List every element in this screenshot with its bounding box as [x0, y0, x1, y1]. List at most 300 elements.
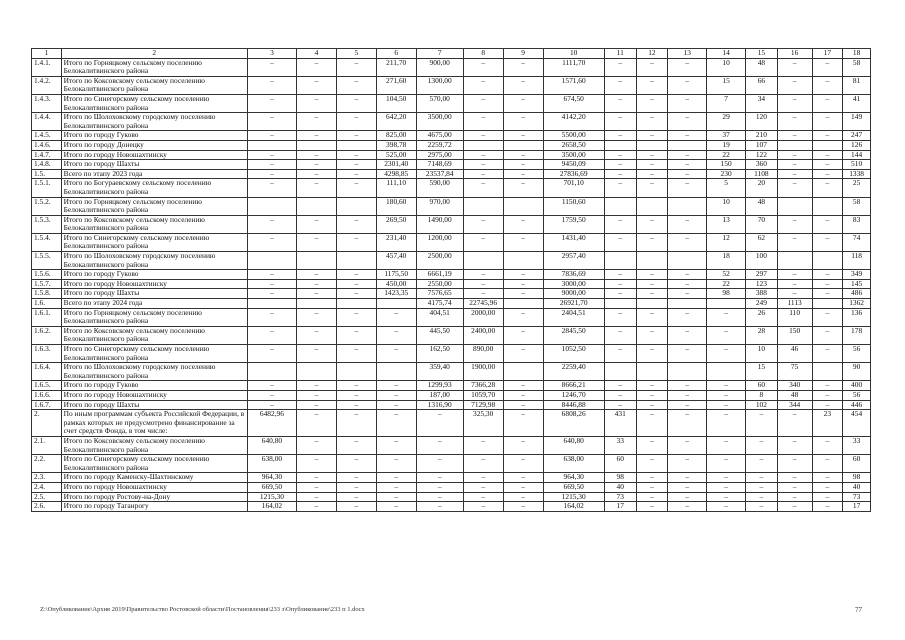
- value-cell: –: [668, 179, 707, 197]
- value-cell: 457,40: [376, 252, 416, 270]
- value-cell: –: [296, 113, 336, 131]
- value-cell: 1362: [843, 299, 871, 309]
- value-cell: 5500,00: [543, 131, 604, 141]
- value-cell: –: [336, 326, 376, 344]
- value-cell: 4675,00: [416, 131, 463, 141]
- value-cell: –: [812, 436, 843, 454]
- value-cell: –: [463, 279, 503, 289]
- row-name-cell: По иным программам субъекта Российской Федерации, в рамках которых не предусмотрено финансирование за счет средств Фонда, в том числе:: [61, 410, 247, 437]
- column-number-cell: 2: [61, 49, 247, 59]
- value-cell: [604, 140, 636, 150]
- table-row: [32, 94, 871, 112]
- value-cell: –: [604, 270, 636, 280]
- table-row: [32, 326, 871, 344]
- value-cell: –: [296, 169, 336, 179]
- value-cell: –: [636, 436, 668, 454]
- value-cell: 640,80: [543, 436, 604, 454]
- value-cell: [376, 299, 416, 309]
- value-cell: [463, 140, 503, 150]
- value-cell: –: [416, 482, 463, 492]
- value-cell: –: [636, 502, 668, 512]
- value-cell: 1113: [777, 299, 812, 309]
- row-number-cell: 1.4.1.: [32, 58, 62, 76]
- value-cell: –: [247, 279, 296, 289]
- value-cell: –: [503, 169, 543, 179]
- value-cell: 110: [777, 308, 812, 326]
- value-cell: –: [296, 76, 336, 94]
- value-cell: 40: [843, 482, 871, 492]
- value-cell: –: [416, 502, 463, 512]
- value-cell: –: [296, 390, 336, 400]
- value-cell: –: [812, 113, 843, 131]
- value-cell: [777, 252, 812, 270]
- value-cell: 22745,96: [463, 299, 503, 309]
- value-cell: –: [296, 215, 336, 233]
- value-cell: –: [812, 233, 843, 251]
- value-cell: [668, 140, 707, 150]
- value-cell: 890,00: [463, 345, 503, 363]
- value-cell: [336, 197, 376, 215]
- value-cell: 23537,84: [416, 169, 463, 179]
- value-cell: –: [247, 94, 296, 112]
- value-cell: –: [336, 345, 376, 363]
- value-cell: –: [503, 410, 543, 437]
- row-name-cell: Итого по городу Новошахтинску: [61, 150, 247, 160]
- value-cell: –: [668, 279, 707, 289]
- value-cell: –: [503, 381, 543, 391]
- value-cell: –: [416, 473, 463, 483]
- value-cell: –: [463, 131, 503, 141]
- value-cell: –: [668, 473, 707, 483]
- row-number-cell: 2.2.: [32, 455, 62, 473]
- column-number-cell: 18: [843, 49, 871, 59]
- value-cell: [503, 197, 543, 215]
- value-cell: –: [376, 400, 416, 410]
- value-cell: –: [336, 94, 376, 112]
- value-cell: 1108: [746, 169, 778, 179]
- value-cell: –: [636, 215, 668, 233]
- value-cell: 150: [777, 326, 812, 344]
- value-cell: –: [636, 58, 668, 76]
- value-cell: 359,40: [416, 363, 463, 381]
- value-cell: –: [812, 131, 843, 141]
- value-cell: –: [746, 455, 778, 473]
- value-cell: –: [636, 150, 668, 160]
- value-cell: 340: [777, 381, 812, 391]
- value-cell: [336, 299, 376, 309]
- value-cell: 25: [843, 179, 871, 197]
- value-cell: –: [503, 233, 543, 251]
- value-cell: –: [296, 326, 336, 344]
- row-number-cell: 2.: [32, 410, 62, 437]
- value-cell: [604, 299, 636, 309]
- column-number-cell: 15: [746, 49, 778, 59]
- value-cell: –: [336, 473, 376, 483]
- value-cell: –: [463, 455, 503, 473]
- value-cell: 22: [707, 279, 746, 289]
- value-cell: 2259,72: [416, 140, 463, 150]
- table-row: [32, 289, 871, 299]
- value-cell: 10: [707, 58, 746, 76]
- value-cell: –: [296, 381, 336, 391]
- value-cell: –: [668, 482, 707, 492]
- value-cell: –: [247, 76, 296, 94]
- value-cell: 230: [707, 169, 746, 179]
- value-cell: –: [376, 502, 416, 512]
- table-row: [32, 113, 871, 131]
- value-cell: 4175,74: [416, 299, 463, 309]
- value-cell: 2975,00: [416, 150, 463, 160]
- value-cell: 75: [777, 363, 812, 381]
- table-row: [32, 279, 871, 289]
- value-cell: –: [416, 492, 463, 502]
- value-cell: 2400,00: [463, 326, 503, 344]
- value-cell: –: [604, 131, 636, 141]
- value-cell: 6661,19: [416, 270, 463, 280]
- value-cell: 136: [843, 308, 871, 326]
- value-cell: –: [463, 215, 503, 233]
- value-cell: 60: [843, 455, 871, 473]
- value-cell: –: [812, 482, 843, 492]
- value-cell: –: [336, 270, 376, 280]
- row-number-cell: 1.6.: [32, 299, 62, 309]
- page-number: 77: [855, 606, 862, 614]
- value-cell: –: [636, 169, 668, 179]
- table-row: [32, 150, 871, 160]
- value-cell: –: [604, 381, 636, 391]
- value-cell: 4142,20: [543, 113, 604, 131]
- value-cell: –: [503, 215, 543, 233]
- row-number-cell: 1.6.7.: [32, 400, 62, 410]
- value-cell: –: [247, 326, 296, 344]
- column-number-cell: 14: [707, 49, 746, 59]
- table-row: [32, 502, 871, 512]
- value-cell: 1900,00: [463, 363, 503, 381]
- value-cell: 1571,60: [543, 76, 604, 94]
- value-cell: –: [812, 270, 843, 280]
- row-number-cell: 1.5.8.: [32, 289, 62, 299]
- value-cell: 13: [707, 215, 746, 233]
- value-cell: 640,80: [247, 436, 296, 454]
- value-cell: 825,00: [376, 131, 416, 141]
- value-cell: 7148,69: [416, 160, 463, 170]
- row-name-cell: Итого по городу Новошахтинску: [61, 482, 247, 492]
- value-cell: –: [812, 215, 843, 233]
- value-cell: [668, 363, 707, 381]
- value-cell: 187,00: [416, 390, 463, 400]
- value-cell: 58: [843, 58, 871, 76]
- value-cell: –: [376, 390, 416, 400]
- value-cell: –: [463, 233, 503, 251]
- row-number-cell: 1.5.3.: [32, 215, 62, 233]
- value-cell: 1759,50: [543, 215, 604, 233]
- table-row: [32, 197, 871, 215]
- value-cell: –: [636, 492, 668, 502]
- value-cell: –: [336, 113, 376, 131]
- value-cell: 450,00: [376, 279, 416, 289]
- value-cell: –: [247, 400, 296, 410]
- value-cell: –: [376, 455, 416, 473]
- value-cell: 62: [746, 233, 778, 251]
- value-cell: –: [376, 482, 416, 492]
- value-cell: –: [296, 492, 336, 502]
- table-row: [32, 252, 871, 270]
- value-cell: –: [604, 169, 636, 179]
- value-cell: –: [668, 215, 707, 233]
- value-cell: 211,70: [376, 58, 416, 76]
- value-cell: 349: [843, 270, 871, 280]
- value-cell: –: [777, 473, 812, 483]
- value-cell: 33: [843, 436, 871, 454]
- value-cell: –: [812, 289, 843, 299]
- value-cell: –: [463, 492, 503, 502]
- value-cell: [604, 197, 636, 215]
- value-cell: –: [247, 308, 296, 326]
- value-cell: 122: [746, 150, 778, 160]
- value-cell: 388: [746, 289, 778, 299]
- value-cell: –: [416, 455, 463, 473]
- row-name-cell: Итого по Синегорскому сельскому поселению Белокалитвинского района: [61, 94, 247, 112]
- row-number-cell: 2.3.: [32, 473, 62, 483]
- value-cell: –: [247, 58, 296, 76]
- table-row: [32, 345, 871, 363]
- column-number-cell: 10: [543, 49, 604, 59]
- value-cell: –: [247, 289, 296, 299]
- value-cell: –: [668, 233, 707, 251]
- value-cell: –: [707, 381, 746, 391]
- value-cell: –: [336, 492, 376, 502]
- value-cell: 1338: [843, 169, 871, 179]
- value-cell: 3500,00: [543, 150, 604, 160]
- value-cell: –: [777, 131, 812, 141]
- value-cell: –: [463, 113, 503, 131]
- value-cell: –: [336, 308, 376, 326]
- row-number-cell: 1.4.8.: [32, 160, 62, 170]
- value-cell: –: [604, 233, 636, 251]
- value-cell: –: [668, 381, 707, 391]
- value-cell: –: [416, 410, 463, 437]
- row-number-cell: 1.6.2.: [32, 326, 62, 344]
- value-cell: –: [336, 410, 376, 437]
- value-cell: –: [503, 289, 543, 299]
- row-name-cell: Итого по городу Гуково: [61, 270, 247, 280]
- value-cell: 2404,51: [543, 308, 604, 326]
- column-number-cell: 8: [463, 49, 503, 59]
- row-name-cell: Итого по городу Шахты: [61, 289, 247, 299]
- value-cell: –: [247, 150, 296, 160]
- value-cell: 8666,21: [543, 381, 604, 391]
- row-number-cell: 2.5.: [32, 492, 62, 502]
- value-cell: –: [503, 279, 543, 289]
- column-number-cell: 5: [336, 49, 376, 59]
- column-number-cell: 7: [416, 49, 463, 59]
- value-cell: –: [503, 400, 543, 410]
- value-cell: –: [812, 455, 843, 473]
- value-cell: –: [668, 289, 707, 299]
- value-cell: [296, 363, 336, 381]
- value-cell: 360: [746, 160, 778, 170]
- value-cell: –: [296, 482, 336, 492]
- value-cell: 8: [746, 390, 778, 400]
- value-cell: [503, 140, 543, 150]
- row-number-cell: 1.5.6.: [32, 270, 62, 280]
- footer-file-path: Z:\Опубликование\Архив 2019\Правительство Ростовской области\Постановления\233 з\Опубликование\233 п 1.docx: [40, 606, 365, 613]
- value-cell: –: [668, 410, 707, 437]
- value-cell: –: [463, 58, 503, 76]
- value-cell: [336, 140, 376, 150]
- value-cell: –: [463, 160, 503, 170]
- value-cell: 144: [843, 150, 871, 160]
- value-cell: 344: [777, 400, 812, 410]
- value-cell: 29: [707, 113, 746, 131]
- value-cell: 1423,35: [376, 289, 416, 299]
- table-row: [32, 436, 871, 454]
- value-cell: [707, 299, 746, 309]
- value-cell: 17: [843, 502, 871, 512]
- value-cell: [777, 140, 812, 150]
- value-cell: 98: [843, 473, 871, 483]
- value-cell: 1299,93: [416, 381, 463, 391]
- value-cell: 37: [707, 131, 746, 141]
- value-cell: 7366,28: [463, 381, 503, 391]
- row-number-cell: 1.6.1.: [32, 308, 62, 326]
- row-number-cell: 2.1.: [32, 436, 62, 454]
- value-cell: –: [463, 473, 503, 483]
- value-cell: 9000,00: [543, 289, 604, 299]
- value-cell: –: [604, 289, 636, 299]
- table-row: [32, 390, 871, 400]
- value-cell: –: [247, 345, 296, 363]
- value-cell: 145: [843, 279, 871, 289]
- value-cell: –: [296, 160, 336, 170]
- value-cell: –: [636, 473, 668, 483]
- value-cell: –: [604, 76, 636, 94]
- value-cell: –: [707, 502, 746, 512]
- value-cell: –: [336, 179, 376, 197]
- table-row: [32, 131, 871, 141]
- value-cell: –: [812, 160, 843, 170]
- value-cell: 2500,00: [416, 252, 463, 270]
- value-cell: –: [247, 160, 296, 170]
- value-cell: –: [463, 502, 503, 512]
- value-cell: 164,02: [543, 502, 604, 512]
- table-row: [32, 233, 871, 251]
- value-cell: –: [777, 94, 812, 112]
- value-cell: 98: [707, 289, 746, 299]
- value-cell: 60: [746, 381, 778, 391]
- value-cell: –: [416, 436, 463, 454]
- value-cell: –: [707, 345, 746, 363]
- column-number-cell: 3: [247, 49, 296, 59]
- value-cell: –: [604, 160, 636, 170]
- row-number-cell: 1.5.: [32, 169, 62, 179]
- column-number-cell: 9: [503, 49, 543, 59]
- value-cell: –: [636, 308, 668, 326]
- value-cell: 46: [777, 345, 812, 363]
- value-cell: –: [503, 113, 543, 131]
- value-cell: –: [247, 169, 296, 179]
- value-cell: –: [707, 473, 746, 483]
- value-cell: [777, 197, 812, 215]
- value-cell: –: [296, 400, 336, 410]
- value-cell: –: [668, 76, 707, 94]
- value-cell: 33: [604, 436, 636, 454]
- value-cell: 1431,40: [543, 233, 604, 251]
- value-cell: –: [463, 76, 503, 94]
- value-cell: 10: [707, 197, 746, 215]
- table-row: [32, 482, 871, 492]
- value-cell: –: [812, 390, 843, 400]
- value-cell: –: [336, 169, 376, 179]
- value-cell: 1150,60: [543, 197, 604, 215]
- value-cell: –: [503, 270, 543, 280]
- value-cell: –: [812, 279, 843, 289]
- row-number-cell: 1.4.2.: [32, 76, 62, 94]
- value-cell: –: [636, 94, 668, 112]
- value-cell: 2259,40: [543, 363, 604, 381]
- value-cell: 7129,98: [463, 400, 503, 410]
- value-cell: –: [336, 436, 376, 454]
- value-cell: –: [296, 289, 336, 299]
- value-cell: 8446,88: [543, 400, 604, 410]
- value-cell: –: [812, 179, 843, 197]
- value-cell: 398,78: [376, 140, 416, 150]
- value-cell: 102: [746, 400, 778, 410]
- value-cell: 126: [843, 140, 871, 150]
- value-cell: [812, 197, 843, 215]
- value-cell: [636, 299, 668, 309]
- value-cell: –: [336, 390, 376, 400]
- value-cell: –: [812, 76, 843, 94]
- value-cell: 18: [707, 252, 746, 270]
- row-number-cell: 1.5.7.: [32, 279, 62, 289]
- value-cell: 970,00: [416, 197, 463, 215]
- value-cell: –: [746, 473, 778, 483]
- value-cell: –: [636, 289, 668, 299]
- column-number-cell: 6: [376, 49, 416, 59]
- value-cell: –: [636, 233, 668, 251]
- value-cell: 1200,00: [416, 233, 463, 251]
- value-cell: –: [777, 76, 812, 94]
- value-cell: –: [604, 94, 636, 112]
- value-cell: 642,20: [376, 113, 416, 131]
- table-row: [32, 215, 871, 233]
- value-cell: [336, 363, 376, 381]
- value-cell: [247, 363, 296, 381]
- value-cell: 3000,00: [543, 279, 604, 289]
- value-cell: –: [336, 160, 376, 170]
- value-cell: –: [503, 131, 543, 141]
- value-cell: –: [336, 150, 376, 160]
- value-cell: –: [668, 113, 707, 131]
- value-cell: –: [336, 289, 376, 299]
- value-cell: 445,50: [416, 326, 463, 344]
- value-cell: –: [604, 113, 636, 131]
- value-cell: [463, 252, 503, 270]
- row-name-cell: Итого по городу Шахты: [61, 400, 247, 410]
- value-cell: –: [707, 436, 746, 454]
- value-cell: –: [777, 113, 812, 131]
- row-name-cell: Итого по городу Новошахтинску: [61, 390, 247, 400]
- row-number-cell: 1.5.1.: [32, 179, 62, 197]
- value-cell: –: [336, 215, 376, 233]
- value-cell: –: [604, 150, 636, 160]
- column-number-row: [32, 49, 871, 59]
- value-cell: 149: [843, 113, 871, 131]
- value-cell: –: [376, 492, 416, 502]
- row-name-cell: Итого по городу Донецку: [61, 140, 247, 150]
- value-cell: –: [668, 455, 707, 473]
